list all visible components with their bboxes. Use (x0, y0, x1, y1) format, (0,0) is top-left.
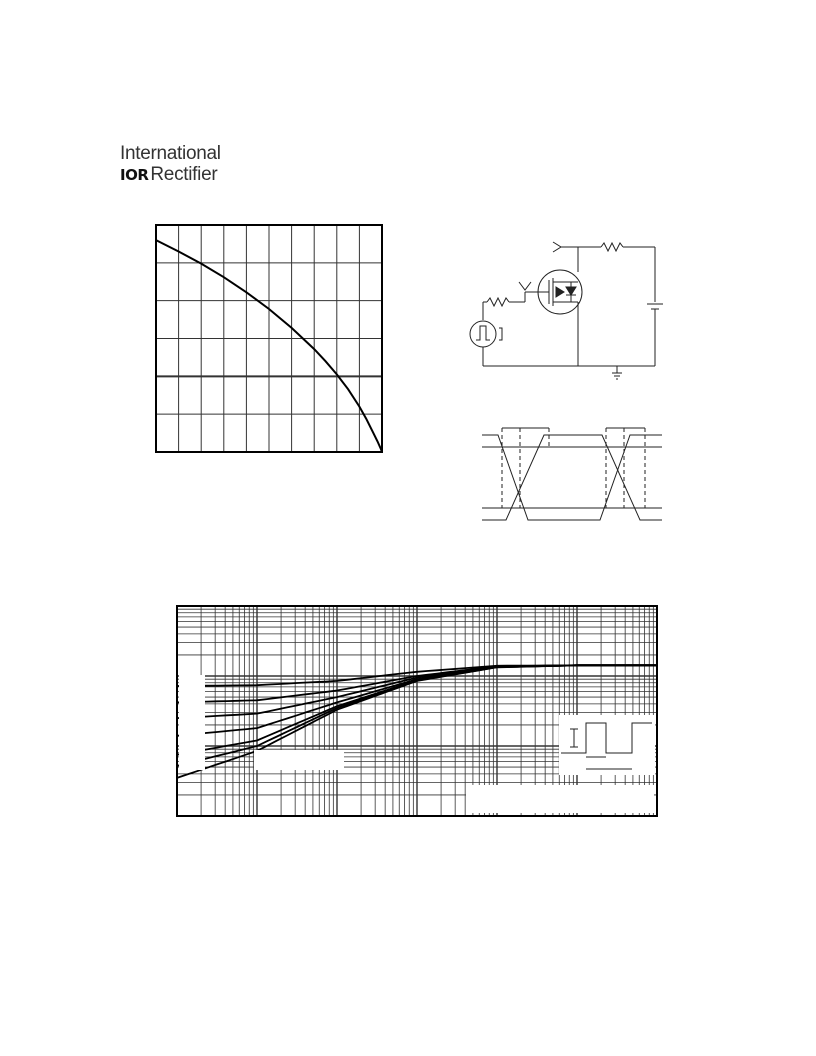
vds-terminal-icon (553, 242, 561, 252)
chart-grid (177, 606, 657, 816)
notes-label-area (466, 785, 654, 813)
vds-waveform (482, 435, 662, 520)
body-diode-icon (566, 287, 576, 295)
ior-logo-mark: IOR (120, 166, 149, 184)
company-name-line1: International (120, 143, 221, 164)
vgs-terminal-icon (519, 282, 531, 290)
company-logo (120, 143, 230, 185)
rd-resistor-icon (601, 243, 623, 251)
switching-time-waveforms (480, 420, 665, 525)
duty-cycle-label-area (179, 675, 205, 770)
pulse-generator-icon (470, 321, 496, 347)
vgs-waveform (482, 435, 662, 520)
chart-grid (156, 225, 382, 452)
pulse-definition-inset (559, 715, 655, 775)
transient-thermal-impedance-chart (176, 605, 658, 817)
rg-resistor-icon (487, 298, 509, 306)
body-arrow-icon (556, 287, 564, 297)
company-name-line2: Rectifier (150, 164, 218, 185)
single-pulse-label-area (254, 750, 344, 770)
switching-time-test-circuit (465, 240, 665, 380)
drain-current-vs-temperature-chart (155, 224, 383, 453)
